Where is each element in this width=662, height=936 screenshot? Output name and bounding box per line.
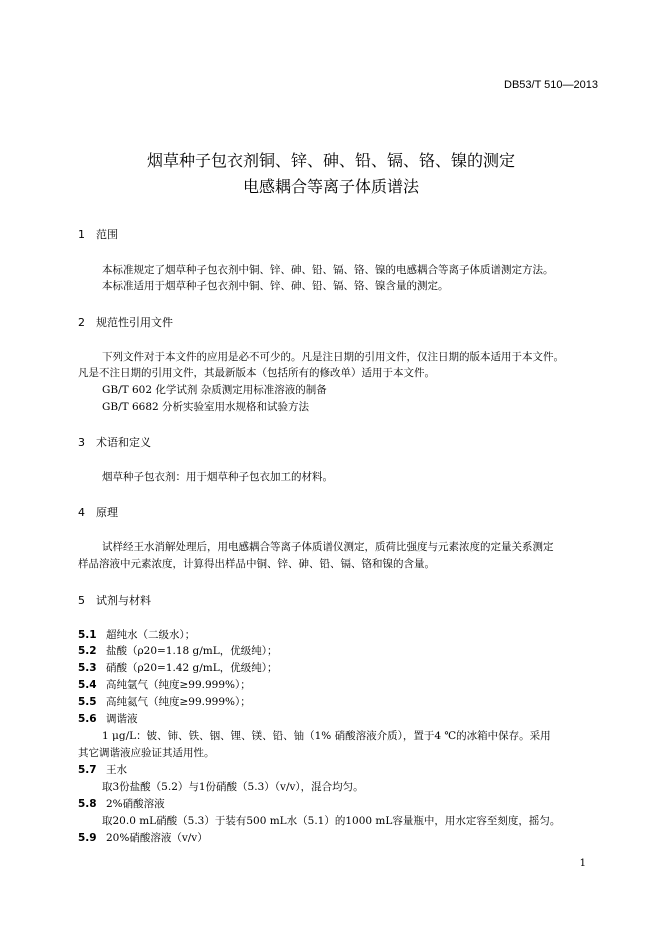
reagent-item-5-7 <box>78 762 127 777</box>
clause-number: 5.3 <box>78 662 97 674</box>
section-title: 术语和定义 <box>96 436 151 449</box>
section-title: 范围 <box>96 228 118 241</box>
reagent-5-6-body-line-2: 其它调谐液应验证其适用性。 <box>78 747 215 759</box>
clause-text: 硝酸（ρ20=1.42 g/mL，优级纯）； <box>106 662 278 674</box>
normative-reference-2: GB/T 6682 分析实验室用水规格和试验方法 <box>102 401 310 413</box>
reagent-item-5-3 <box>78 660 278 675</box>
section-5-heading <box>78 592 151 608</box>
reagent-item-5-1 <box>78 627 195 642</box>
section-title: 原理 <box>96 506 118 519</box>
reagent-item-5-8 <box>78 796 165 811</box>
clause-text: 超纯水（二级水）； <box>106 629 196 641</box>
reagent-5-6-body-line-1: 1 μg/L：铍、铈、铁、铟、锂、镁、铅、铀（1% 硝酸溶液介质），置于4 ℃的冰箱中保存。采用 <box>102 730 551 742</box>
section-4-paragraph-line-1: 试样经王水消解处理后，用电感耦合等离子体质谱仪测定，质荷比强度与元素浓度的定量关系测定 <box>102 541 554 553</box>
clause-number: 5.5 <box>78 696 97 708</box>
document-title-line-1: 烟草种子包衣剂铜、锌、砷、铅、镉、铬、镍的测定 <box>146 151 515 170</box>
section-number: 1 <box>78 228 85 241</box>
section-number: 5 <box>78 594 85 607</box>
clause-text: 盐酸（ρ20=1.18 g/mL，优级纯）； <box>106 645 278 657</box>
standard-code: DB53/T 510—2013 <box>504 79 598 91</box>
clause-number: 5.7 <box>78 764 97 776</box>
clause-text: 2%硝酸溶液 <box>106 798 165 810</box>
section-title: 规范性引用文件 <box>96 316 173 329</box>
section-3-definition: 烟草种子包衣剂：用于烟草种子包衣加工的材料。 <box>102 471 333 483</box>
reagent-item-5-5 <box>78 694 251 709</box>
clause-number: 5.6 <box>78 713 97 725</box>
clause-number: 5.1 <box>78 629 97 641</box>
section-4-heading <box>78 504 118 520</box>
clause-number: 5.4 <box>78 679 97 691</box>
section-number: 3 <box>78 436 85 449</box>
section-2-paragraph-line-2: 凡是不注日期的引用文件，其最新版本（包括所有的修改单）适用于本文件。 <box>78 367 435 379</box>
reagent-item-5-6 <box>78 711 138 726</box>
normative-reference-1: GB/T 602 化学试剂 杂质测定用标准溶液的制备 <box>102 384 327 396</box>
section-1-paragraph-1: 本标准规定了烟草种子包衣剂中铜、锌、砷、铅、镉、铬、镍的电感耦合等离子体质谱测定方法。 <box>102 264 554 276</box>
reagent-item-5-9 <box>78 830 208 845</box>
section-2-paragraph-line-1: 下列文件对于本文件的应用是必不可少的。凡是注日期的引用文件，仅注日期的版本适用于本文件。 <box>102 351 564 363</box>
reagent-5-8-body: 取20.0 mL硝酸（5.3）于装有500 mL水（5.1）的1000 mL容量瓶中，用水定容至刻度，摇匀。 <box>102 815 561 827</box>
reagent-item-5-4 <box>78 677 251 692</box>
section-1-heading <box>78 226 118 242</box>
section-1-paragraph-2: 本标准适用于烟草种子包衣剂中铜、锌、砷、铅、镉、铬、镍含量的测定。 <box>102 280 449 292</box>
clause-text: 调谐液 <box>106 713 138 725</box>
clause-text: 王水 <box>106 764 127 776</box>
reagent-5-7-body: 取3份盐酸（5.2）与1份硝酸（5.3）（v/v），混合均匀。 <box>102 781 364 793</box>
document-title-line-2: 电感耦合等离子体质谱法 <box>242 177 419 196</box>
page-number: 1 <box>579 858 586 869</box>
section-number: 2 <box>78 316 85 329</box>
clause-number: 5.2 <box>78 645 97 657</box>
section-title: 试剂与材料 <box>96 594 151 607</box>
section-4-paragraph-line-2: 样品溶液中元素浓度，计算得出样品中铜、锌、砷、铅、镉、铬和镍的含量。 <box>78 558 435 570</box>
section-number: 4 <box>78 506 85 519</box>
clause-text: 高纯氦气（纯度≥99.999%）； <box>106 696 251 708</box>
clause-number: 5.8 <box>78 798 97 810</box>
reagent-item-5-2 <box>78 643 278 658</box>
clause-text: 高纯氩气（纯度≥99.999%）； <box>106 679 251 691</box>
clause-number: 5.9 <box>78 832 97 844</box>
section-3-heading <box>78 434 151 450</box>
section-2-heading <box>78 314 173 330</box>
clause-text: 20%硝酸溶液（v/v） <box>106 832 208 844</box>
